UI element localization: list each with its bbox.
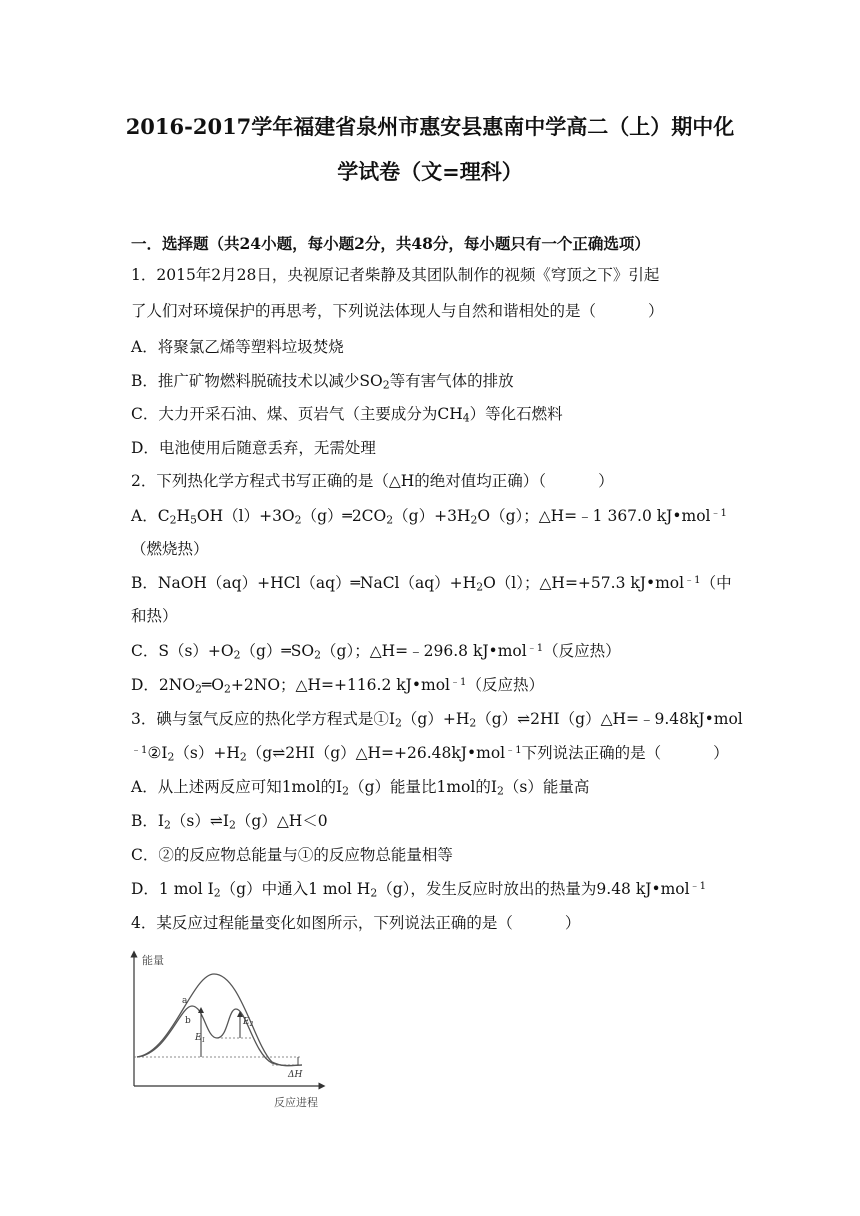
section-heading: 一．选择题（共24小题，每小题2分，共48分，每小题只有一个正确选项） — [131, 234, 650, 253]
q3-stem-2: $^{﹣1}②I_2(s)+H_2(g\rightleftharpoons 2HI(g)\triangle H=+26.48kJ•mol^{﹣1}$下列说法正确的是（ ） — [131, 744, 729, 764]
energy-diagram — [122, 944, 337, 1114]
q3-stem-1: 3．碘与氢气反应的热化学方程式是$①I_2(g)+H_2(g)\rightleftharpoons 2HI(g)\triangle H=﹣9.48kJ•mol$ — [131, 710, 743, 730]
q2-option-b: B．$NaOH(aq)+HCl(aq)═NaCl(aq)+H_2O(l)$；△H=+57.3 kJ•mol$^{﹣1}$（中 — [131, 574, 732, 594]
page-title-cont: 学试卷（文=理科） — [337, 159, 523, 184]
q3-option-a: A．从上述两反应可知1mol的$I_2(g)$能量比1mol的$I_2(s)$能量高 — [131, 778, 590, 798]
q4-stem: 4．某反应过程能量变化如图所示，下列说法正确的是（ ） — [131, 914, 581, 932]
q1-option-d: D．电池使用后随意丢弃，无需处理 — [131, 439, 376, 457]
curve-a-label: a — [182, 996, 188, 1006]
q2-stem: 2．下列热化学方程式书写正确的是（△H的绝对值均正确）（ ） — [131, 472, 614, 490]
q2-option-d: D．$2NO_2═O_2+2NO$；△H=+116.2 kJ•mol$^{﹣1}$（反应热） — [131, 676, 544, 696]
e1-label: $E_1$ — [195, 1033, 206, 1044]
dh-label: ΔH — [288, 1070, 303, 1080]
q2-option-b-note: 和热） — [131, 607, 178, 625]
e2-label: $E_2$ — [243, 1017, 254, 1028]
q1-stem-2: 了人们对环境保护的再思考，下列说法体现人与自然和谐相处的是（ ） — [131, 302, 664, 320]
q3-option-d: D．1 mol $I_2(g)$中通入1 mol $H_2(g)$，发生反应时放出的热量为9.48 kJ•mol$^{﹣1}$ — [131, 880, 707, 900]
q1-stem-1: 1．2015年2月28日，央视原记者柴静及其团队制作的视频《穹顶之下》引起 — [131, 266, 660, 284]
q1-option-b: B．推广矿物燃料脱硫技术以减少$SO_2$等有害气体的排放 — [131, 372, 514, 392]
curve-a — [137, 974, 302, 1066]
x-axis-label: 反应进程 — [274, 1096, 318, 1109]
q2-option-c: C．$S(s)+O_2(g)═SO_2(g)$；△H=﹣296.8 kJ•mol$^{﹣1}$（反应热） — [131, 642, 621, 662]
q1-option-a: A．将聚氯乙烯等塑料垃圾焚烧 — [131, 338, 344, 356]
q1-option-c: C．大力开采石油、煤、页岩气（主要成分为$CH_4$）等化石燃料 — [131, 405, 563, 425]
q2-option-a: A．$C_2H_5OH(l)+3O_2(g)═2CO_2(g)+3H_2O(g)$；△H=﹣1 367.0 kJ•mol$^{﹣1}$ — [131, 507, 727, 527]
q3-option-b: B．$I_2(s)\rightleftharpoons I_2(g)\triangle H<0$ — [131, 812, 328, 832]
curve-b-label: b — [185, 1016, 191, 1026]
page-title: 2016-2017学年福建省泉州市惠安县惠南中学高二（上）期中化 — [125, 114, 735, 139]
curve-b — [137, 1006, 302, 1066]
q2-option-a-note: （燃烧热） — [131, 540, 209, 558]
y-axis-label: 能量 — [142, 954, 164, 967]
q3-option-c: C．②的反应物总能量与①的反应物总能量相等 — [131, 846, 453, 864]
